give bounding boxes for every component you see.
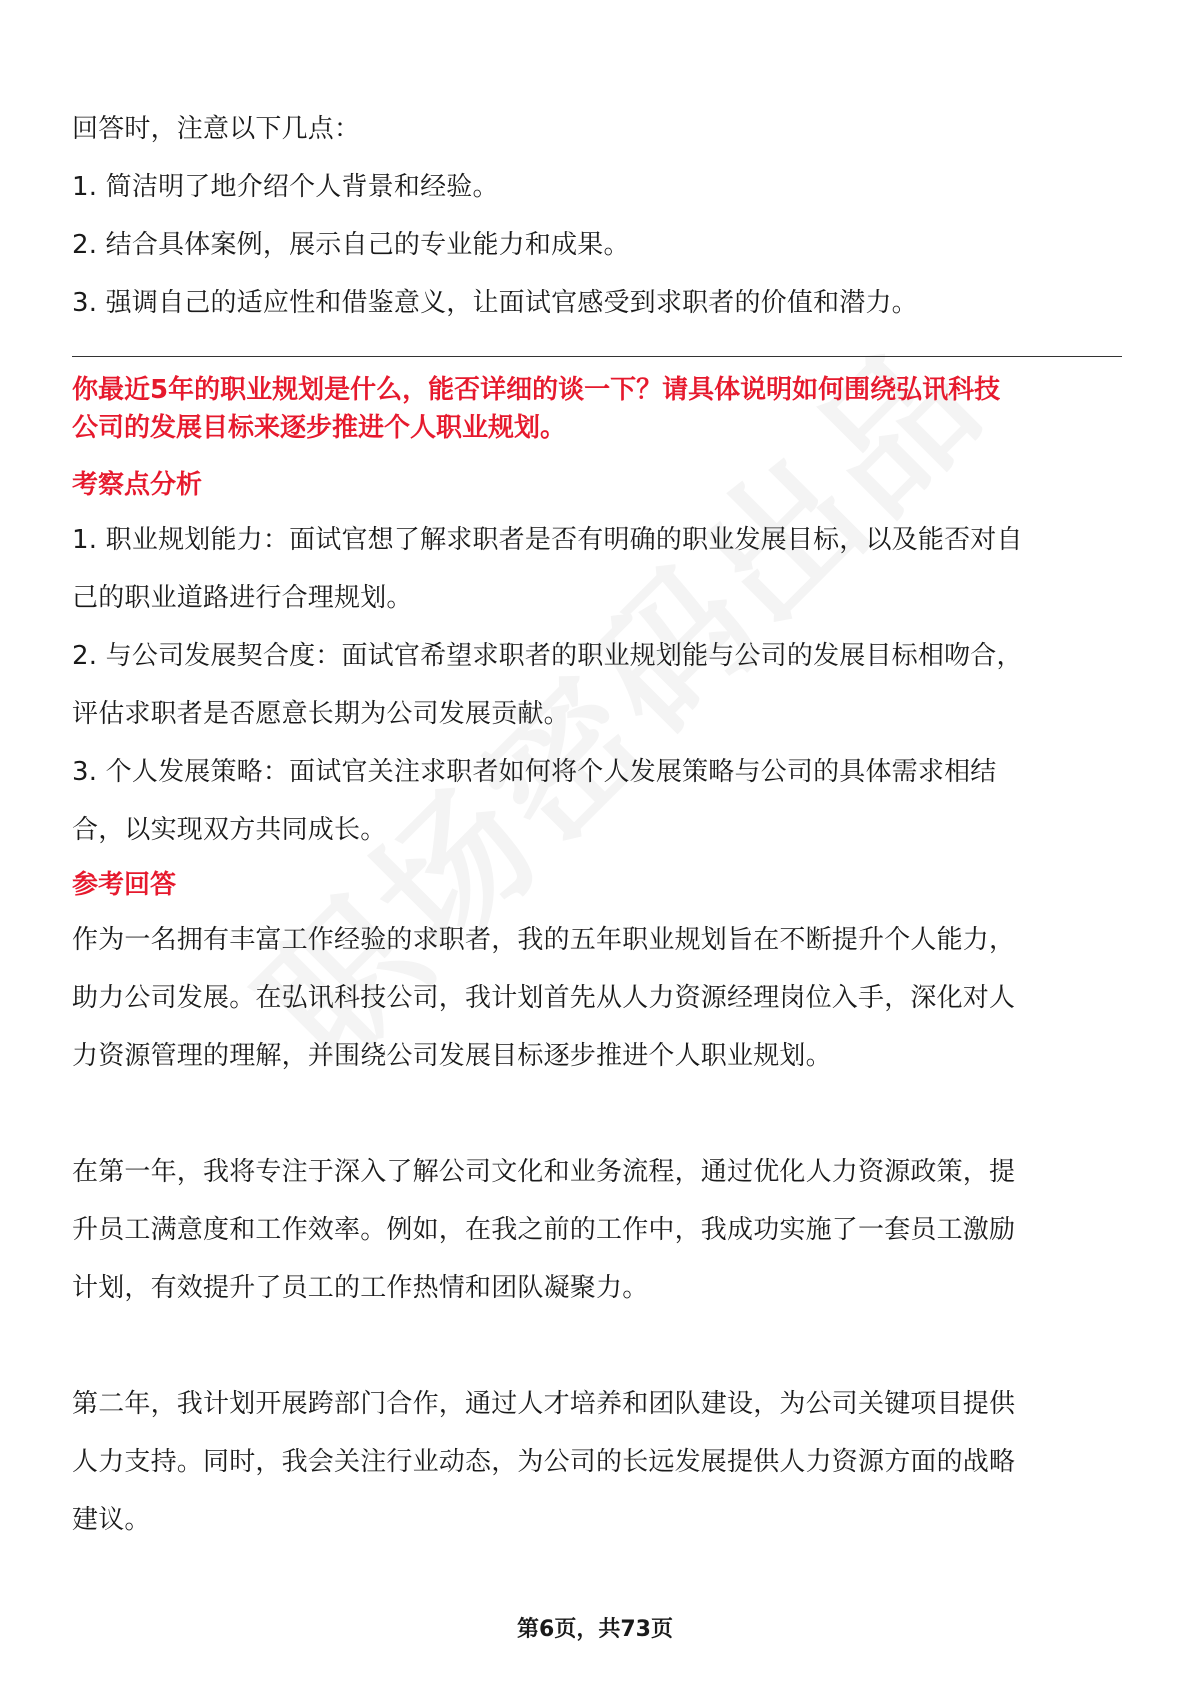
paragraph-gap	[72, 1317, 1122, 1375]
page-content	[72, 100, 1122, 1549]
reference-section	[72, 859, 1122, 1549]
analysis-point-line: 合，以实现双方共同成长。	[72, 815, 387, 845]
paragraph-line: 建议。	[72, 1505, 151, 1535]
reference-paragraph	[72, 1143, 1122, 1317]
paragraph-line: 作为一名拥有丰富工作经验的求职者，我的五年职业规划旨在不断提升个人能力，	[72, 925, 1016, 955]
paragraph-line: 力资源管理的理解，并围绕公司发展目标逐步推进个人职业规划。	[72, 1041, 832, 1071]
intro-point: 2. 结合具体案例，展示自己的专业能力和成果。	[72, 230, 630, 260]
analysis-section	[72, 459, 1122, 859]
intro-point: 1. 简洁明了地介绍个人背景和经验。	[72, 172, 499, 202]
analysis-point-line: 1. 职业规划能力：面试官想了解求职者是否有明确的职业发展目标，以及能否对自	[72, 525, 1023, 555]
paragraph-line: 升员工满意度和工作效率。例如，在我之前的工作中，我成功实施了一套员工激励	[72, 1215, 1016, 1245]
paragraph-line: 人力支持。同时，我会关注行业动态，为公司的长远发展提供人力资源方面的战略	[72, 1447, 1016, 1477]
reference-paragraph	[72, 911, 1122, 1085]
page-number: 第6页，共73页	[517, 1617, 673, 1642]
analysis-point-line: 己的职业道路进行合理规划。	[72, 583, 413, 613]
paragraph-line: 计划，有效提升了员工的工作热情和团队凝聚力。	[72, 1273, 649, 1303]
analysis-point-line: 评估求职者是否愿意长期为公司发展贡献。	[72, 699, 570, 729]
analysis-title: 考察点分析	[72, 470, 203, 500]
intro-section	[72, 100, 1122, 332]
paragraph-line: 在第一年，我将专注于深入了解公司文化和业务流程，通过优化人力资源政策，提	[72, 1157, 1016, 1187]
analysis-point	[72, 627, 1122, 743]
reference-title: 参考回答	[72, 870, 177, 900]
analysis-point	[72, 743, 1122, 859]
reference-paragraph	[72, 1375, 1122, 1549]
analysis-point-line: 3. 个人发展策略：面试官关注求职者如何将个人发展策略与公司的具体需求相结	[72, 757, 997, 787]
analysis-point	[72, 511, 1122, 627]
paragraph-gap	[72, 1085, 1122, 1143]
question-line: 你最近5年的职业规划是什么，能否详细的谈一下？请具体说明如何围绕弘讯科技	[72, 375, 1001, 405]
paragraph-line: 助力公司发展。在弘讯科技公司，我计划首先从人力资源经理岗位入手，深化对人	[72, 983, 1016, 1013]
paragraph-line: 第二年，我计划开展跨部门合作，通过人才培养和团队建设，为公司关键项目提供	[72, 1389, 1016, 1419]
question-line: 公司的发展目标来逐步推进个人职业规划。	[72, 413, 567, 443]
analysis-point-line: 2. 与公司发展契合度：面试官希望求职者的职业规划能与公司的发展目标相吻合，	[72, 641, 1023, 671]
question-heading	[72, 371, 1122, 447]
intro-point: 3. 强调自己的适应性和借鉴意义，让面试官感受到求职者的价值和潜力。	[72, 288, 918, 318]
intro-heading: 回答时，注意以下几点：	[72, 114, 361, 144]
divider	[72, 356, 1122, 357]
